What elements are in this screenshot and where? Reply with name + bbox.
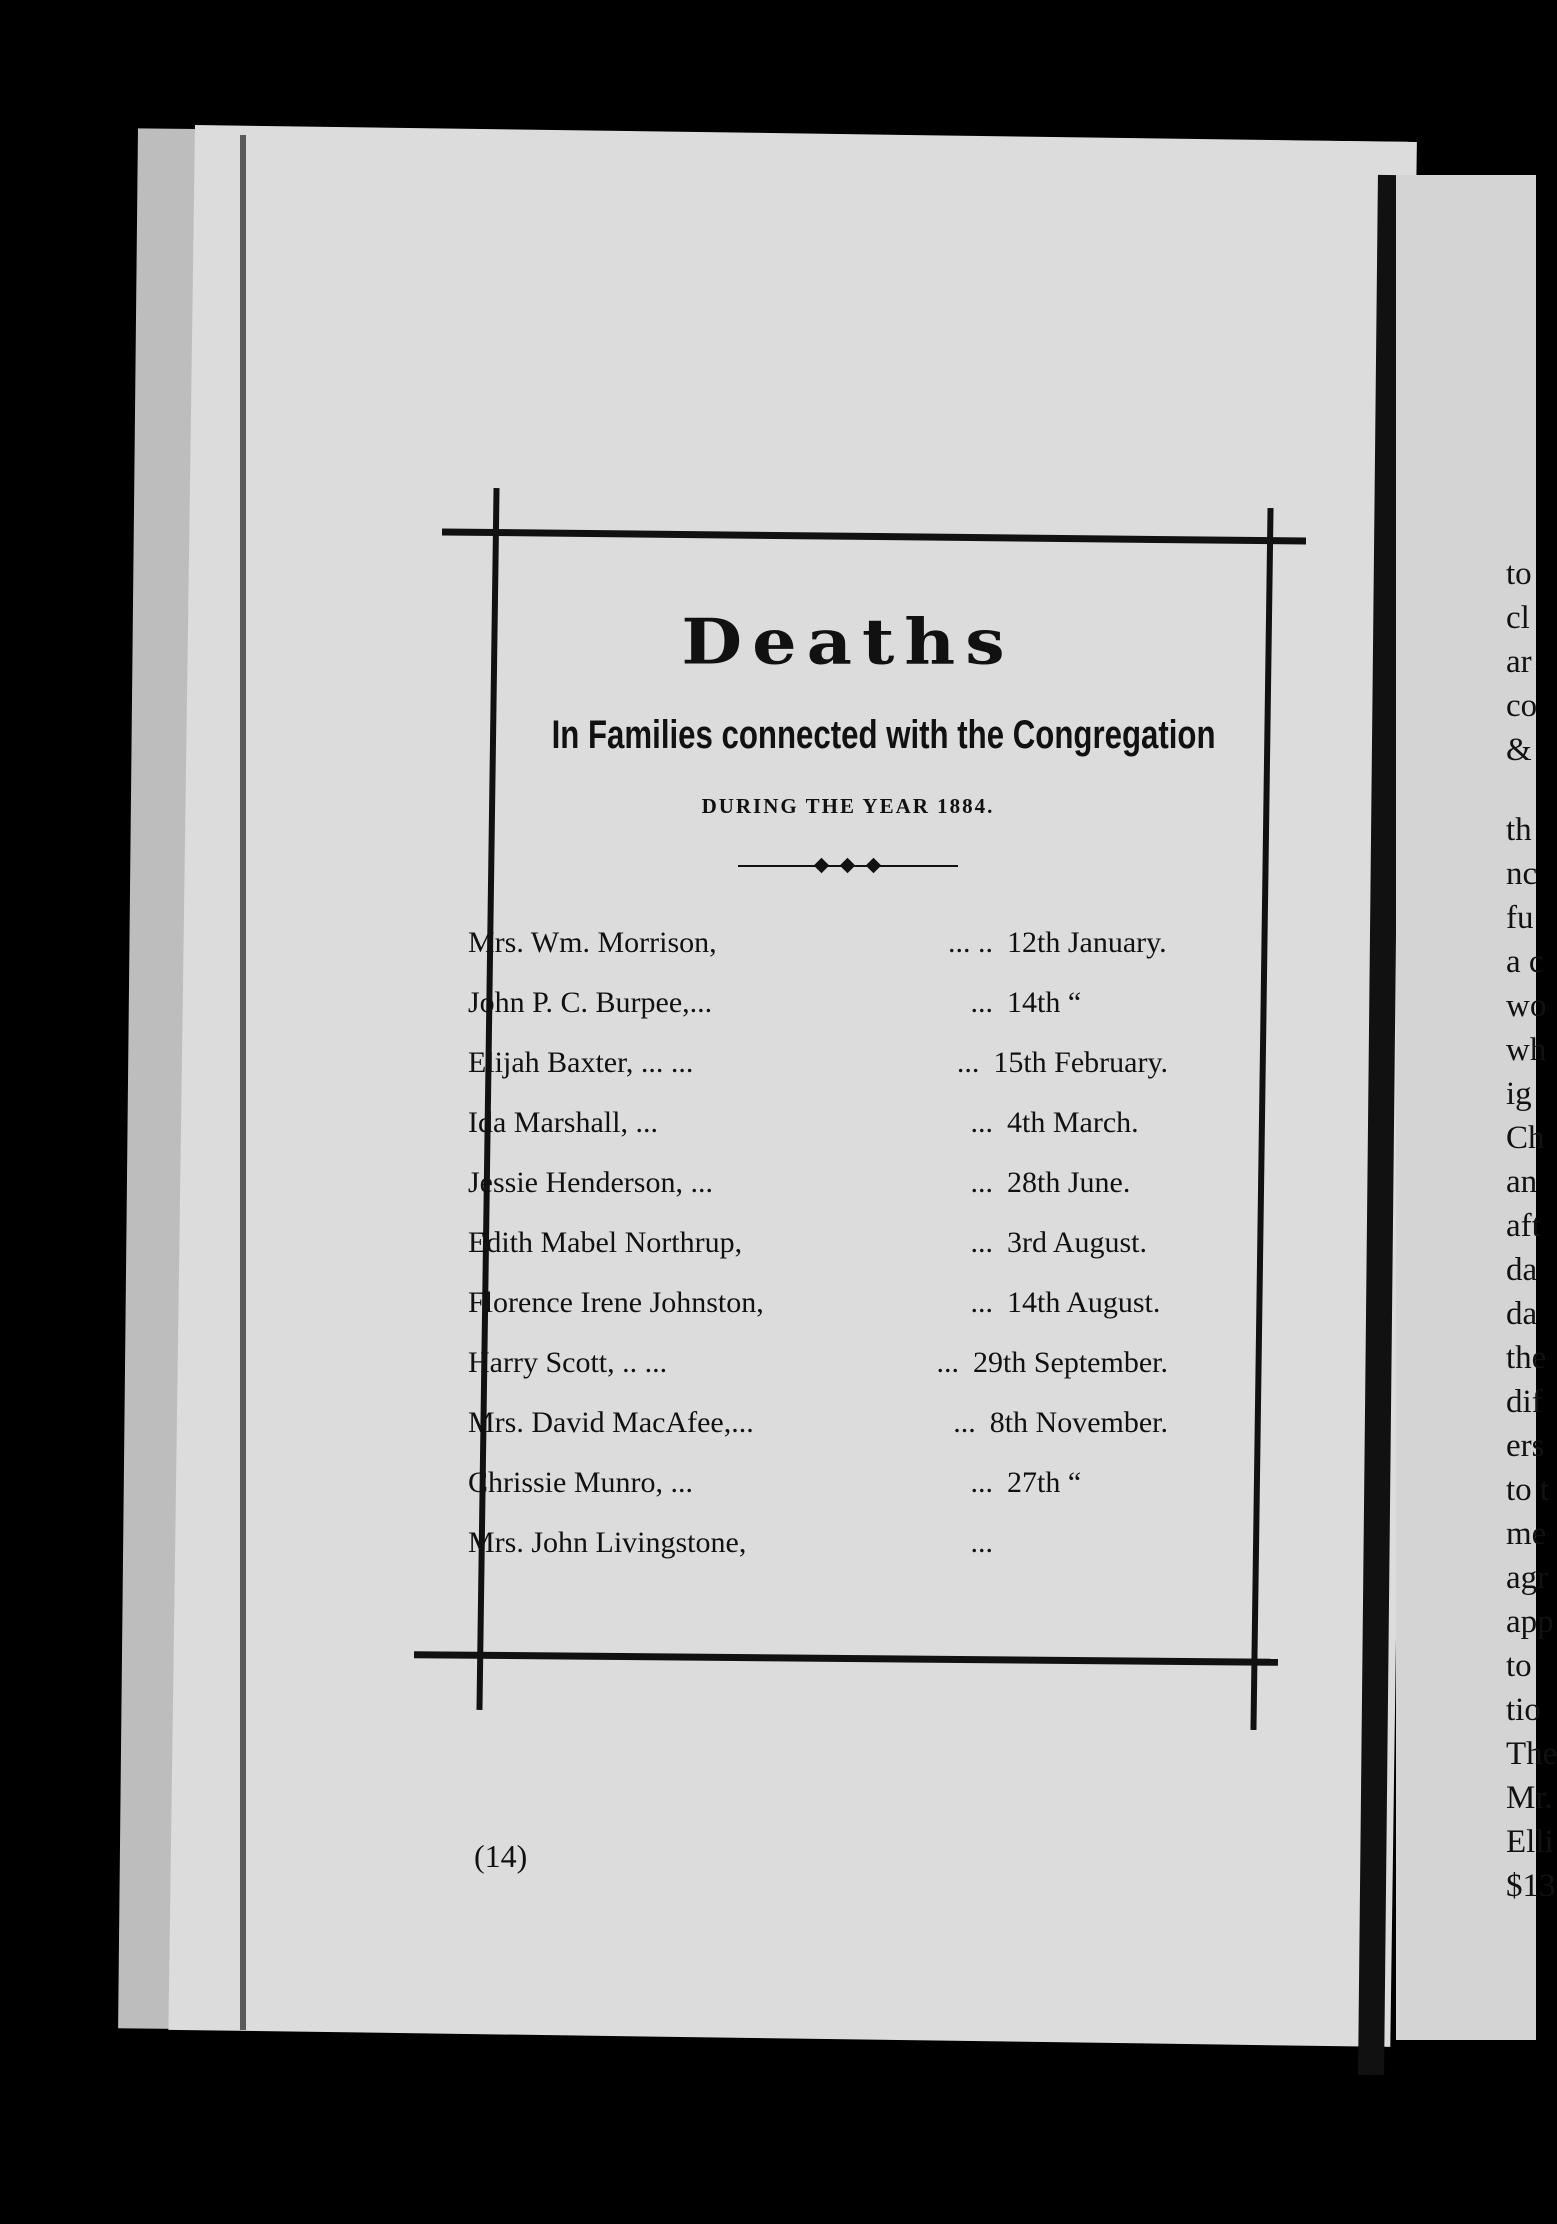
entry-leader: ... bbox=[970, 1106, 993, 1139]
right-line: wh bbox=[1506, 1032, 1547, 1068]
year-line: DURING THE YEAR 1884. bbox=[701, 794, 995, 818]
right-line: aft bbox=[1506, 1208, 1541, 1244]
right-line: & bbox=[1506, 732, 1532, 768]
right-line: fu bbox=[1506, 900, 1534, 936]
entry-date: 4th March. bbox=[1007, 1106, 1139, 1139]
right-line: da bbox=[1506, 1252, 1538, 1288]
entry-name: Mrs. David MacAfee,... bbox=[468, 1406, 754, 1439]
page-title: Deaths bbox=[681, 604, 1015, 679]
ornament-divider bbox=[738, 859, 958, 873]
right-line: Ch bbox=[1506, 1120, 1545, 1156]
page-number: (14) bbox=[474, 1838, 528, 1874]
page-subtitle: In Families connected with the Congregation bbox=[551, 713, 1216, 757]
entry-leader: ... bbox=[970, 986, 993, 1019]
right-line: Elli bbox=[1506, 1824, 1554, 1860]
deaths-notice bbox=[468, 600, 1228, 1573]
list-item bbox=[468, 913, 1168, 973]
right-line: ar bbox=[1506, 644, 1532, 680]
right-line: app bbox=[1506, 1604, 1554, 1640]
right-line: to bbox=[1506, 556, 1532, 592]
right-line: th bbox=[1506, 812, 1532, 848]
list-item bbox=[468, 973, 1168, 1033]
deaths-list bbox=[468, 913, 1168, 1573]
right-line: wo bbox=[1506, 988, 1547, 1024]
right-page-text bbox=[1506, 552, 1557, 1908]
entry-leader: ... bbox=[970, 1466, 993, 1499]
entry-name: Jessie Henderson, ... bbox=[468, 1166, 713, 1199]
right-line: the bbox=[1506, 1340, 1547, 1376]
right-line: ig bbox=[1506, 1076, 1532, 1112]
right-line: agr bbox=[1506, 1560, 1549, 1596]
page-edge-line bbox=[240, 135, 246, 2030]
entry-date: 27th “ bbox=[1007, 1466, 1082, 1499]
entry-date: 14th August. bbox=[1007, 1286, 1161, 1319]
entry-leader: ... bbox=[970, 1226, 993, 1259]
entry-date: 28th June. bbox=[1007, 1166, 1131, 1199]
entry-name: Ida Marshall, ... bbox=[468, 1106, 658, 1139]
right-line: an bbox=[1506, 1164, 1538, 1200]
list-item bbox=[468, 1393, 1168, 1453]
entry-date bbox=[1007, 1513, 1168, 1573]
list-item bbox=[468, 1273, 1168, 1333]
right-line: me bbox=[1506, 1516, 1547, 1552]
right-line: a c bbox=[1506, 944, 1544, 980]
entry-leader: ... bbox=[953, 1406, 976, 1439]
list-item bbox=[468, 1153, 1168, 1213]
list-item bbox=[468, 1513, 1168, 1573]
entry-leader: ... bbox=[970, 1526, 993, 1559]
entry-leader: ... bbox=[956, 1046, 980, 1079]
right-line: co bbox=[1506, 688, 1538, 724]
right-line: ers bbox=[1506, 1428, 1545, 1464]
right-line: nc bbox=[1506, 856, 1538, 892]
entry-leader: ... .. bbox=[948, 926, 993, 959]
entry-date: 12th January. bbox=[1007, 926, 1167, 959]
list-item bbox=[468, 1333, 1168, 1393]
entry-leader: ... bbox=[970, 1286, 993, 1319]
entry-date: 8th November. bbox=[989, 1406, 1168, 1439]
right-line: dif bbox=[1506, 1384, 1543, 1420]
entry-date: 29th September. bbox=[973, 1346, 1168, 1379]
entry-name: John P. C. Burpee,... bbox=[468, 986, 713, 1019]
entry-leader: ... bbox=[936, 1346, 960, 1379]
entry-date: 14th “ bbox=[1007, 986, 1082, 1019]
entry-name: Elijah Baxter, ... ... bbox=[468, 1046, 694, 1079]
entry-name: Mrs. John Livingstone, bbox=[468, 1526, 747, 1559]
entry-name: Florence Irene Johnston, bbox=[468, 1286, 764, 1319]
right-line: to t bbox=[1506, 1472, 1550, 1508]
list-item bbox=[468, 1453, 1168, 1513]
list-item bbox=[468, 1213, 1168, 1273]
right-line: The bbox=[1506, 1736, 1557, 1772]
list-item bbox=[468, 1093, 1168, 1153]
right-line: cl bbox=[1506, 600, 1530, 636]
list-item bbox=[468, 1033, 1168, 1093]
right-line: Mr. bbox=[1506, 1780, 1553, 1816]
right-line: $13 bbox=[1506, 1868, 1556, 1904]
entry-leader: ... bbox=[970, 1166, 993, 1199]
entry-name: Edith Mabel Northrup, bbox=[468, 1226, 743, 1259]
entry-name: Chrissie Munro, ... bbox=[468, 1466, 693, 1499]
right-line: da bbox=[1506, 1296, 1538, 1332]
entry-name: Mrs. Wm. Morrison, bbox=[468, 926, 717, 959]
right-line: to bbox=[1506, 1648, 1532, 1684]
entry-date: 3rd August. bbox=[1007, 1226, 1148, 1259]
entry-name: Harry Scott, .. ... bbox=[468, 1346, 668, 1379]
right-line: tio bbox=[1506, 1692, 1541, 1728]
entry-date: 15th February. bbox=[993, 1046, 1168, 1079]
